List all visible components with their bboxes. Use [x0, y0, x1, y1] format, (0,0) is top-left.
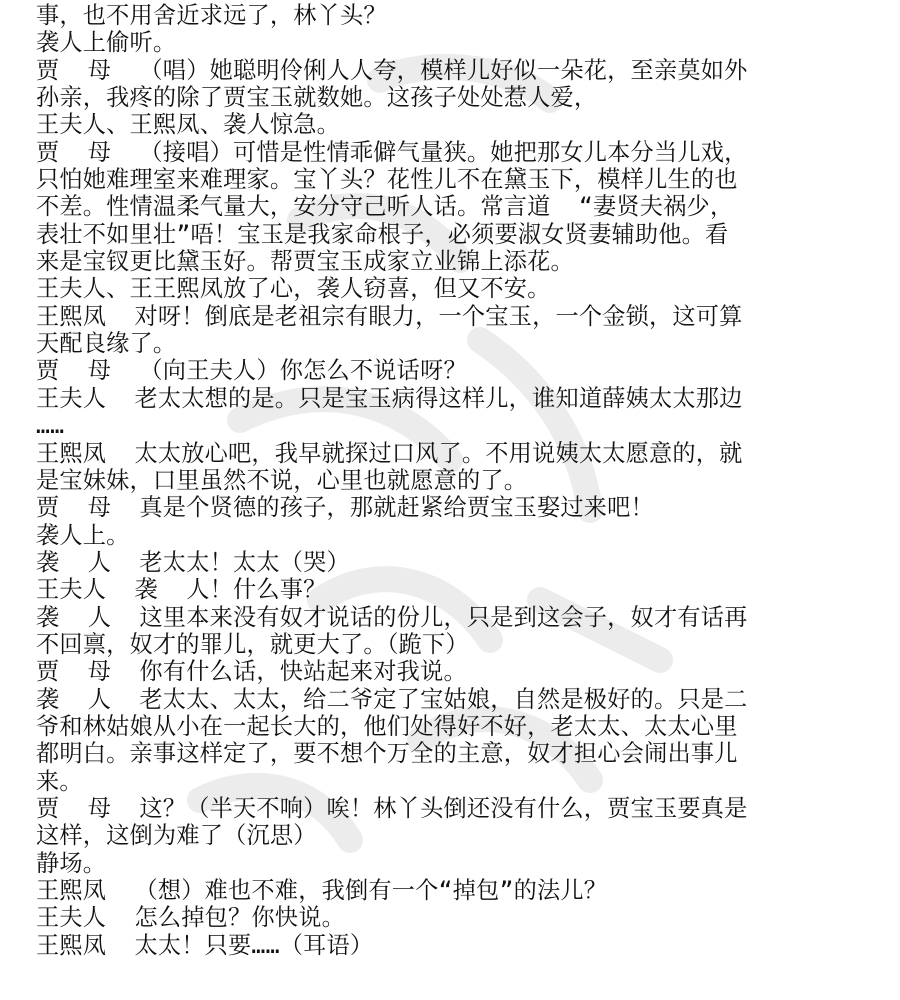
script-line: 袭人上偷听。	[36, 29, 177, 57]
script-line: 贾 母 （唱）她聪明伶俐人人夸，模样儿好似一朵花，至亲莫如外	[36, 56, 748, 84]
script-line: ……	[36, 412, 65, 440]
script-line: 孙亲，我疼的除了贾宝玉就数她。这孩子处处惹人爱，	[36, 84, 598, 112]
script-line: 都明白。亲事这样定了，要不想个万全的主意，奴才担心会闹出事儿	[36, 740, 738, 768]
script-line: 是宝妹妹，口里虽然不说，心里也就愿意的了。	[36, 466, 528, 494]
script-line: 王熙凤 （想）难也不难，我倒有一个“掉包”的法儿？	[36, 877, 608, 904]
script-line: 王夫人 袭 人！什么事？	[36, 576, 327, 604]
script-line: 袭 人 老太太！太太（哭）	[36, 548, 350, 576]
script-line: 不差。性情温柔气量大，安分守己听人话。常言道 “妻贤夫祸少，	[36, 193, 734, 221]
script-line: 贾 母 （接唱）可惜是性情乖僻气量狭。她把那女儿本分当儿戏，	[36, 138, 748, 166]
script-line: 来。	[36, 767, 83, 795]
script-line: 静场。	[36, 849, 107, 877]
script-line: 事，也不用舍近求远了，林丫头？	[36, 2, 387, 29]
script-line: 袭人上。	[36, 521, 130, 549]
script-line: 天配良缘了。	[36, 330, 177, 358]
script-line: 王夫人 老太太想的是。只是宝玉病得这样儿，谁知道薛姨太太那边	[36, 384, 743, 412]
script-line: 袭 人 这里本来没有奴才说话的份儿，只是到这会子，奴才有话再	[36, 603, 748, 631]
script-line: 王熙凤 对呀！倒底是老祖宗有眼力，一个宝玉，一个金锁，这可算	[36, 302, 743, 330]
script-line: 王夫人、王熙凤、袭人惊急。	[36, 111, 341, 139]
script-line: 只怕她难理室来难理家。宝丫头？花性儿不在黛玉下，模样儿生的也	[36, 166, 738, 194]
script-line: 袭 人 老太太、太太，给二爷定了宝姑娘，自然是极好的。只是二	[36, 685, 748, 713]
script-line: 贾 母 （向王夫人）你怎么不说话呀？	[36, 357, 467, 385]
script-line: 贾 母 你有什么话，快站起来对我说。	[36, 658, 467, 686]
script-line: 王夫人 怎么掉包？你快说。	[36, 904, 345, 932]
script-line: 爷和林姑娘从小在一起长大的，他们处得好不好，老太太、太太心里	[36, 712, 738, 740]
script-line: 贾 母 这？（半天不响）唉！林丫头倒还没有什么，贾宝玉要真是	[36, 794, 748, 822]
script-line: 来是宝钗更比黛玉好。帮贾宝玉成家立业锦上添花。	[36, 248, 574, 276]
script-line: 王夫人、王王熙凤放了心，袭人窃喜，但又不安。	[36, 275, 551, 303]
script-line: 贾 母 真是个贤德的孩子，那就赶紧给贾宝玉娶过来吧！	[36, 494, 654, 522]
script-line: 王熙凤 太太！只要……（耳语）	[36, 931, 374, 959]
script-line: 表壮不如里壮”唔！宝玉是我家命根子，必须要淑女贤妻辅助他。看	[36, 220, 729, 248]
script-line: 这样，这倒为难了（沉思）	[36, 822, 317, 850]
script-line: 王熙凤 太太放心吧，我早就探过口风了。不用说姨太太愿意的，就	[36, 439, 743, 467]
script-line: 不回禀，奴才的罪儿，就更大了。（跪下）	[36, 630, 469, 658]
script-page	[36, 2, 876, 959]
